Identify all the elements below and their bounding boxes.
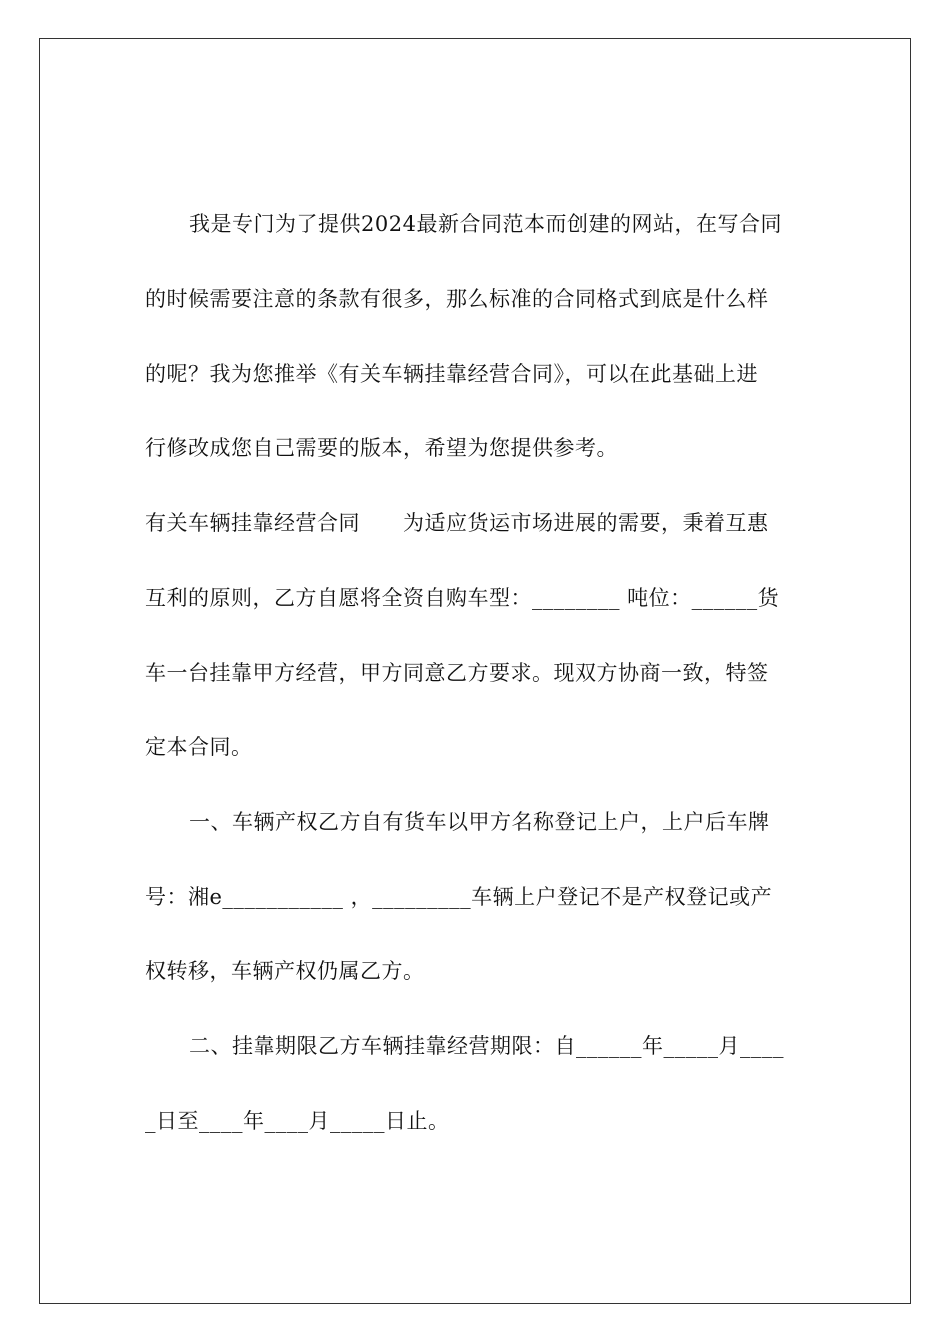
intro-paragraph-line-2: 的时候需要注意的条款有很多，那么标准的合同格式到底是什么样 [145,287,769,311]
clause-1-line-3: 权转移，车辆产权仍属乙方。 [145,959,425,983]
intro-paragraph-line-1: 我是专门为了提供2024最新合同范本而创建的网站，在写合同 [189,212,782,236]
clause-2-line-1: 二、挂靠期限乙方车辆挂靠经营期限：自______年_____月____ [189,1034,784,1058]
intro-paragraph-line-3: 的呢？我为您推举《有关车辆挂靠经营合同》，可以在此基础上进 [145,362,758,386]
clause-1-line-2: 号：湘e___________ ，_________车辆上户登记不是产权登记或产 [145,885,773,909]
clause-2-line-2: _日至____年____月_____日止。 [145,1109,450,1133]
preamble-line-2: 互利的原则，乙方自愿将全资自购车型：________ 吨位：______货 [145,586,780,610]
contract-title-and-preamble-line-1: 有关车辆挂靠经营合同 为适应货运市场进展的需要，秉着互惠 [145,511,769,535]
preamble-line-4: 定本合同。 [145,735,253,759]
intro-paragraph-line-4: 行修改成您自己需要的版本，希望为您提供参考。 [145,436,618,460]
clause-1-line-1: 一、车辆产权乙方自有货车以甲方名称登记上户，上户后车牌 [189,810,770,834]
preamble-line-3: 车一台挂靠甲方经营，甲方同意乙方要求。现双方协商一致，特签 [145,661,769,685]
